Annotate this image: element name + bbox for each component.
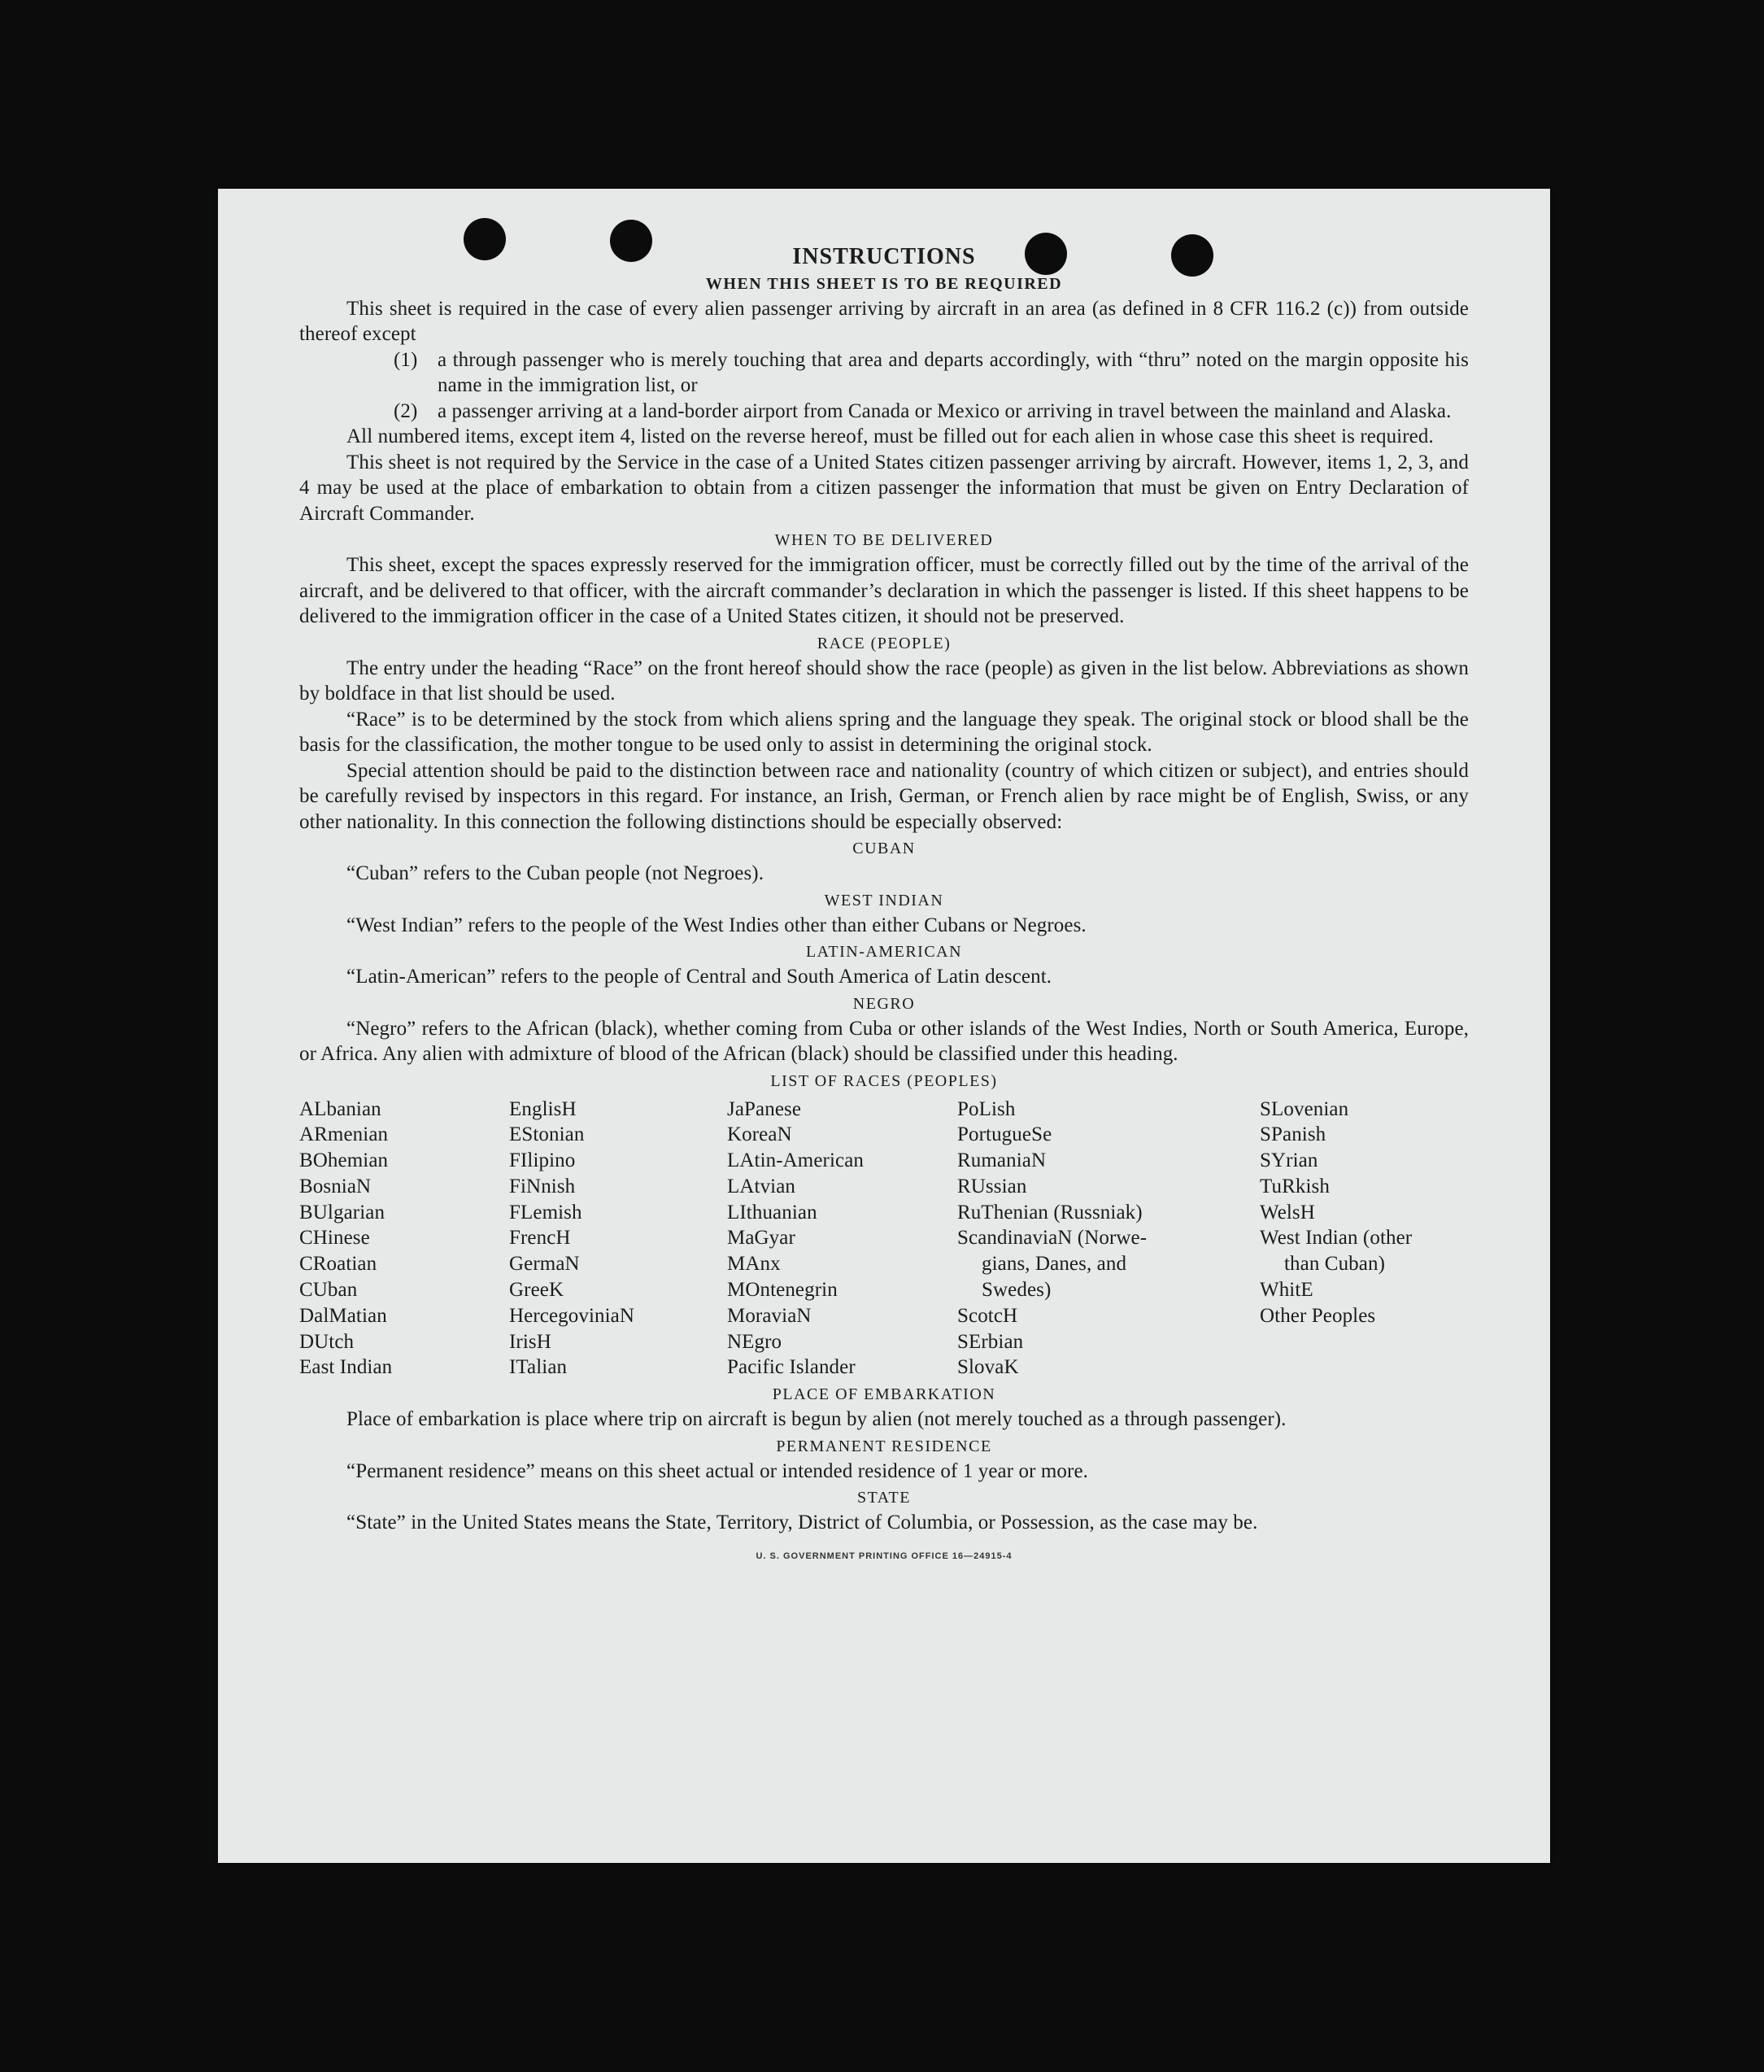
race-entry: East Indian — [299, 1356, 393, 1379]
section-heading-delivered: WHEN TO BE DELIVERED — [774, 531, 994, 549]
race-entry: IrisH — [509, 1330, 551, 1353]
race-entry: Other Peoples — [1260, 1304, 1376, 1327]
race-entry: RUssian — [957, 1175, 1027, 1197]
paragraph: Place of embarkation is place where trip on aircraft is begun by alien (not merely touched as a through passenger). — [346, 1408, 1287, 1431]
race-entry: LIthuanian — [727, 1201, 817, 1224]
section-heading-residence: PERMANENT RESIDENCE — [776, 1437, 992, 1455]
race-entry: Pacific Islander — [727, 1356, 856, 1379]
section-heading-embarkation: PLACE OF EMBARKATION — [772, 1385, 996, 1404]
race-entry: SlovaK — [957, 1356, 1019, 1379]
races-list — [299, 1097, 1469, 1381]
race-entry: GermaN — [509, 1253, 580, 1276]
paragraph: This sheet, except the spaces expressly reserved for the immigration officer, must be correctly filled out by the time of the arrival of the aircraft, and be delivered to that officer, with the aircraft commander’s declaration in which the passenger is listed. If this sheet happens to be delivered to the immigration officer in the case of a United States citizen, it should not be preserved. — [299, 554, 1469, 627]
race-entry: PortugueSe — [957, 1123, 1052, 1146]
paragraph: “West Indian” refers to the people of the West Indies other than either Cubans or Negroes. — [346, 914, 1087, 936]
race-entry: CHinese — [299, 1227, 370, 1250]
section-heading-west-indian: WEST INDIAN — [824, 891, 944, 909]
race-entry: TuRkish — [1260, 1175, 1330, 1197]
paragraph: “State” in the United States means the State, Territory, District of Columbia, or Possession, as the case may be. — [346, 1511, 1258, 1534]
list-item — [394, 347, 1469, 399]
page-title: INSTRUCTIONS — [792, 244, 976, 269]
race-entry: WelsH — [1260, 1201, 1315, 1224]
race-entry: ScandinaviaN (Norwe- — [957, 1227, 1148, 1250]
section-heading-cuban: CUBAN — [852, 840, 916, 857]
race-entry-continuation: than Cuban) — [1284, 1253, 1385, 1276]
printer-imprint: U. S. GOVERNMENT PRINTING OFFICE 16—24915-4 — [756, 1551, 1013, 1561]
race-entry: SErbian — [957, 1330, 1024, 1353]
paragraph: “Race” is to be determined by the stock from which aliens spring and the language they speak. The original stock or blood shall be the basis for the classification, the mother tongue to be used only to assist in determining the original stock. — [299, 708, 1469, 756]
race-entry: HercegoviniaN — [509, 1304, 635, 1327]
race-entry-continuation: gians, Danes, and — [982, 1253, 1127, 1276]
race-entry: FLemish — [509, 1201, 582, 1224]
paragraph: The entry under the heading “Race” on the front hereof should show the race (people) as given in the list below. Abbreviations as shown by boldface in that list should be used. — [299, 656, 1469, 704]
race-entry: BosniaN — [299, 1175, 372, 1197]
paragraph: “Permanent residence” means on this sheet actual or intended residence of 1 year or more. — [346, 1459, 1088, 1482]
race-entry: ITalian — [509, 1356, 568, 1379]
race-entry: SPanish — [1260, 1123, 1326, 1146]
race-entry-continuation: Swedes) — [982, 1279, 1052, 1302]
race-entry: WhitE — [1260, 1279, 1313, 1302]
race-entry: West Indian (other — [1260, 1227, 1413, 1250]
paragraph: “Negro” refers to the African (black), whether coming from Cuba or other islands of the West Indies, North or South America, Europe, or Africa. Any alien with admixture of blood of the African (black) should be classified under this heading. — [299, 1017, 1469, 1065]
item-text: a through passenger who is merely touching that area and departs accordingly, with “thru” noted on the margin opposite his name in the immigration list, or — [438, 348, 1469, 396]
paragraph: “Latin-American” refers to the people of Central and South America of Latin descent. — [346, 966, 1052, 988]
section-heading-latin-american: LATIN-AMERICAN — [805, 943, 963, 961]
instructions-content — [299, 244, 1469, 1569]
race-entry: CRoatian — [299, 1253, 377, 1276]
race-entry: JaPanese — [727, 1097, 802, 1120]
races-column — [509, 1097, 727, 1381]
list-item — [394, 399, 1469, 425]
race-entry: KoreaN — [727, 1123, 792, 1146]
section-heading-list-of-races: LIST OF RACES (PEOPLES) — [770, 1071, 998, 1090]
race-entry: RuThenian (Russniak) — [957, 1201, 1143, 1224]
race-entry: SYrian — [1260, 1149, 1318, 1172]
race-entry: EnglisH — [509, 1097, 577, 1120]
race-entry: MaGyar — [727, 1227, 795, 1250]
section-heading-race: RACE (PEOPLE) — [817, 634, 952, 652]
race-entry: FIlipino — [509, 1149, 576, 1172]
paragraph: This sheet is not required by the Service in the case of a United States citizen passenger arriving by aircraft. However, items 1, 2, 3, and 4 may be used at the place of embarkation to obtain from a citizen passenger the information that must be given on Entry Declaration of Aircraft Commander. — [299, 451, 1469, 525]
race-entry: DUtch — [299, 1330, 355, 1353]
document-sheet — [218, 189, 1550, 1863]
section-heading-negro: NEGRO — [852, 994, 916, 1013]
race-entry: MoraviaN — [727, 1304, 812, 1327]
races-column — [727, 1097, 957, 1381]
race-entry: ALbanian — [299, 1097, 381, 1120]
race-entry: BOhemian — [299, 1149, 389, 1172]
race-entry: GreeK — [509, 1279, 564, 1302]
races-column — [299, 1097, 509, 1381]
race-entry: BUlgarian — [299, 1201, 385, 1224]
race-entry: DalMatian — [299, 1304, 387, 1327]
item-number: (1) — [394, 348, 418, 371]
paragraph: “Cuban” refers to the Cuban people (not Negroes). — [346, 862, 764, 884]
race-entry: RumaniaN — [957, 1149, 1047, 1172]
paragraph: All numbered items, except item 4, listed on the reverse hereof, must be filled out for each alien in whose case this sheet is required. — [346, 425, 1434, 447]
race-entry: CUban — [299, 1279, 358, 1302]
race-entry: FiNnish — [509, 1175, 576, 1197]
race-entry: PoLish — [957, 1097, 1016, 1120]
race-entry: NEgro — [727, 1330, 782, 1353]
race-entry: LAtvian — [727, 1175, 796, 1197]
races-column — [1260, 1097, 1469, 1381]
paragraph: Special attention should be paid to the distinction between race and nationality (country of which citizen or subject), and entries should be carefully revised by inspectors in this regard. For instance, an Irish, German, or French alien by race might be of English, Swiss, or any other nationality. In this connection the following distinctions should be especially observed: — [299, 759, 1469, 833]
race-entry: ScotcH — [957, 1304, 1018, 1327]
paragraph: This sheet is required in the case of every alien passenger arriving by aircraft in an area (as defined in 8 CFR 116.2 (c)) from outside thereof except — [299, 297, 1469, 345]
section-heading-state: STATE — [857, 1489, 911, 1507]
race-entry: EStonian — [509, 1123, 585, 1146]
race-entry: MAnx — [727, 1253, 781, 1276]
item-text: a passenger arriving at a land-border airport from Canada or Mexico or arriving in travel between the mainland and Alaska. — [438, 399, 1452, 422]
section-heading-required: WHEN THIS SHEET IS TO BE REQUIRED — [705, 274, 1063, 293]
race-entry: LAtin-American — [727, 1149, 865, 1172]
races-column — [957, 1097, 1260, 1381]
race-entry: MOntenegrin — [727, 1279, 838, 1302]
race-entry: FrencH — [509, 1227, 571, 1250]
race-entry: SLovenian — [1260, 1097, 1349, 1120]
item-number: (2) — [394, 399, 418, 422]
race-entry: ARmenian — [299, 1123, 389, 1146]
